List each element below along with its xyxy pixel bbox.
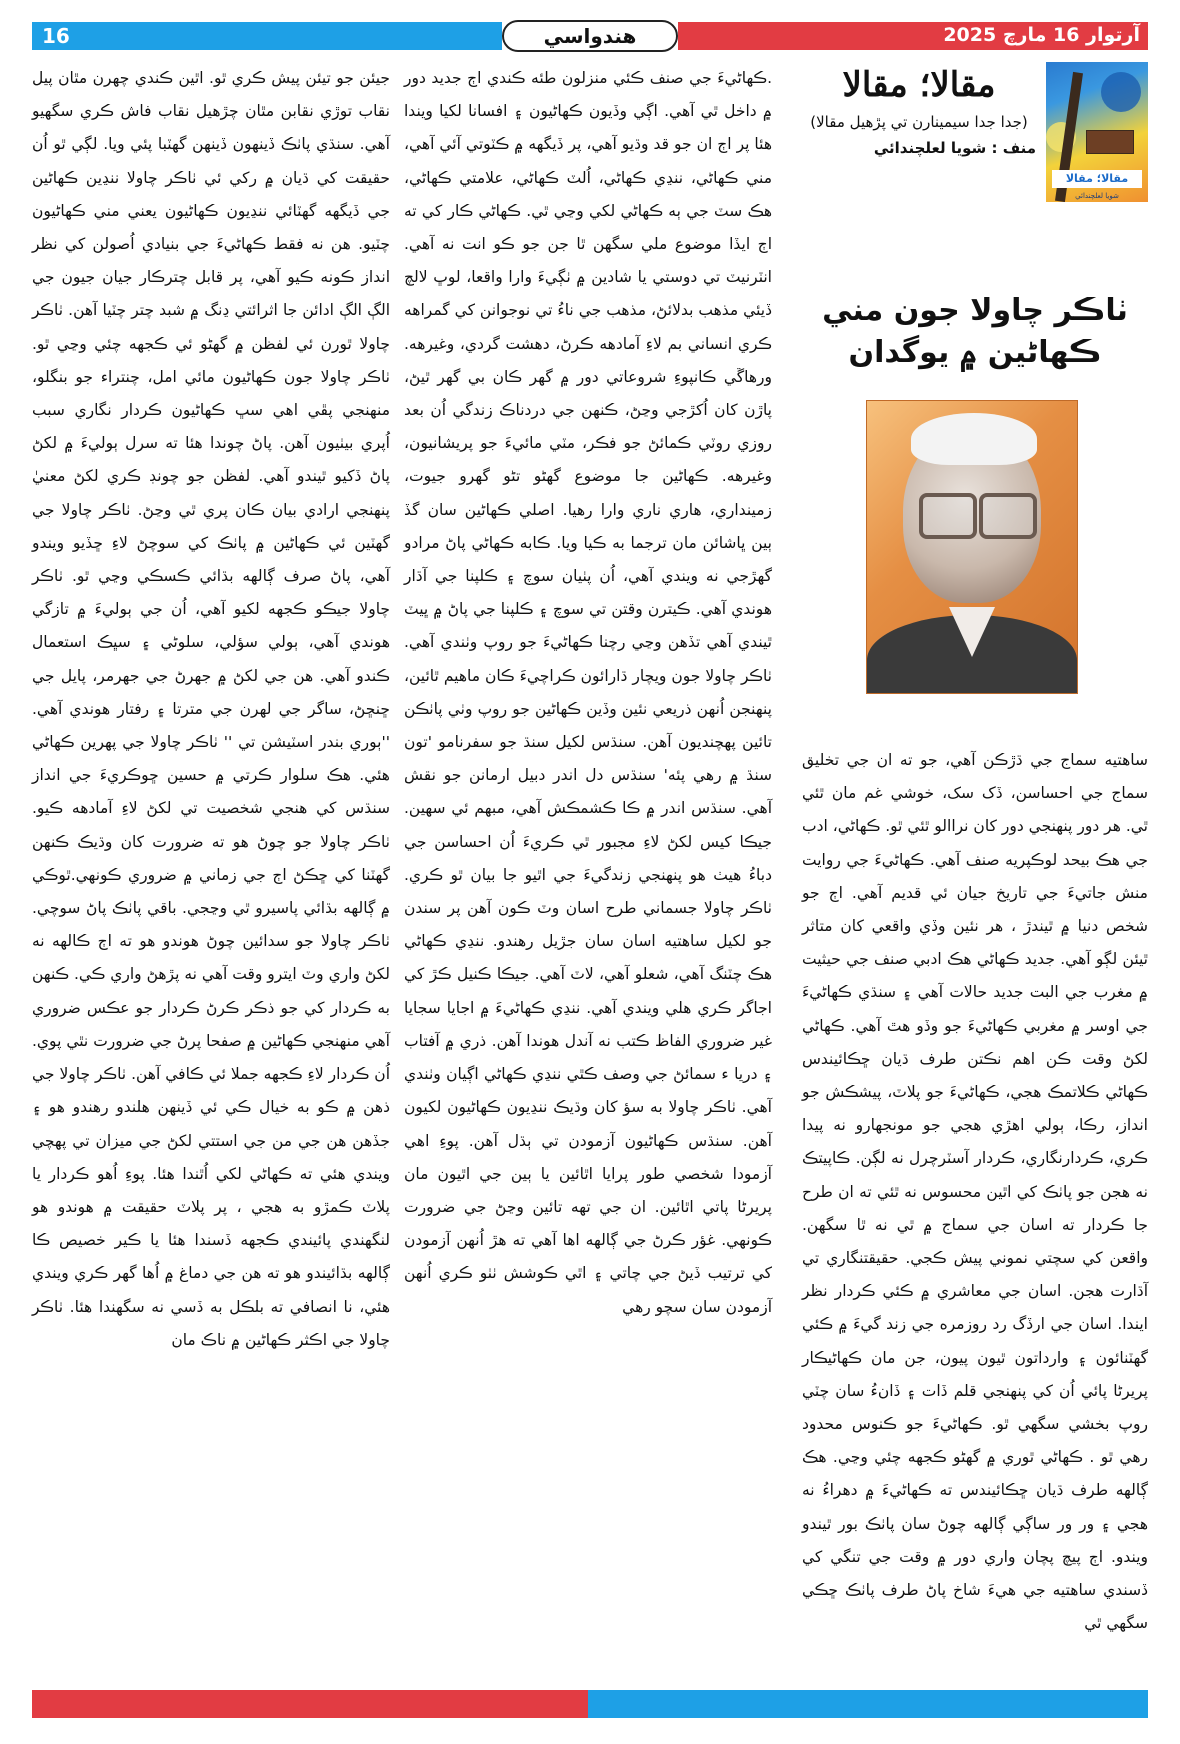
cover-foliage-shape — [1101, 72, 1141, 112]
cover-title: مقالا؛ مقالا — [1052, 170, 1142, 188]
issue-date: آرتوار 16 مارچ 2025 — [943, 24, 1140, 46]
book-cover-image — [1046, 62, 1148, 202]
book-title: مقالا؛ مقالا — [842, 65, 996, 105]
author-portrait-photo — [866, 400, 1078, 694]
page-footer-band — [32, 1690, 1148, 1718]
article-paragraph: جيئن جو تيئن پيش ڪري ٿو. اٿين ڪندي چهرن مٿان پيل نقاب توڙي نقابن مٿان چڙهيل نقاب فاش ڪري سگهيو آهي. سنڌي پاٺڪ ڏينهون ڏينهن گهٽبا پئي ويا. لڳي ٿو اُن حقيقت کي ڌيان ۾ رکي ئي ٺاڪر چاولا ننڍين ڪهاڻين جي ڏيگهه گهٽائي ننڍيون ڪهاڻيون يعني مني ڪهاڻيون چٽيو. هن نه فقط ڪهاڻيءَ جي بنيادي اُصولن کي نظر انداز ڪونه ڪيو آهي، پر قابل چترڪار جيان جيون جي الڳ الڳ ادائن جا اثرائتي ڍنگ ۾ شبد چتر چٽيا آهن. ٺاڪر چاولا ٿورن ئي لفظن ۾ گهڻو ئي ڪجهه چئي وڃي ٿو. ٺاڪر چاولا جون ڪهاڻيون مائي امل، چنتراء جو بنگلو، منهنجي پڦي اهي سڀ ڪهاڻيون ڪردار نگاري سبب اُپري بيٺيون آهن. پاڻ چوندا هئا ته سرل ٻوليءَ ۾ لکڻ پاڻ ڏکيو ٿيندو آهي. لفظن جو چونڊ ڪري لکڻ معنيٰ پنهنجي ارادي بيان ڪان پري ٿي وڃڻ. ٺاڪر چاولا جي گهٽين ئي ڪهاڻين ۾ پاٺڪ کي سوچڻ لاءِ ڇڏيو ويندو آهي، پاڻ صرف ڳالهه بڌائي ڪسڪي وڃي ٿو. ٺاڪر چاولا جيڪو ڪجهه لکيو آهي، اُن جي ٻوليءَ ۾ تازگي هوندي آهي، ٻولي سؤلي، سلوڻي ۽ سڀڪ استعمال ڪندو آهي. هن جي لکڻ ۾ جهرڻ جي جهرمر، پايل جي ڇنڇڻ، ساگر جي لهرن جي مترتا ۽ رفتار هوندي آهي. ''ٻوري بندر اسٽيشن تي '' ٺاڪر چاولا جي پهرين ڪهاڻي هئي. هڪ سلوار ڪرتي ۾ حسين ڇوڪريءَ جي انداز سنڌس کي هنجي شخصيت تي لکڻ لاءِ آمادهه ڪيو. ٺاڪر چاولا جو چوڻ هو ته ضرورت کان وڌيڪ ڪنهن گهٽنا کي ڇڪڻ اڄ جي زماني ۾ ضروري ڪونهي.ٿوڪي ۾ ڳالهه بڌائي پاسيرو ٿي وڃجي. باقي پاٺڪ پاڻ سوچي. ٺاڪر چاولا جو سدائين چوڻ هوندو هو ته اڄ ڪالهه نه لکڻ واري وٽ ايترو وقت آهي نه پڙهڻ واري ڪي. ڪنهن به ڪردار کي جو ذڪر ڪرڻ ڪردار جو عڪس ضروري آهي منهنجي ڪهاڻين ۾ صفحا پرڻ جي ضرورت نٿي پوي. اُن ڪردار لاءِ ڪجهه جملا ئي ڪافي آهن. ٺاڪر چاولا جي ذهن ۾ ڪو به خيال ڪي ئي ڏينهن هلندو رهندو هو ۽ جڏهن هن جي من جي استتي لکڻ جي ميزان تي پهچي ويندي هئي ته ڪهاڻي لکي اُٿندا هئا. پوءِ اُهو ڪردار يا پلاٽ ڪمڙو به هجي ، پر پلاٽ حقيقت ۾ هوندو هو لنگهندي پائيندي ڪجهه ڏسندا هئا يا ڪير خصيص ڪا ڳالهه بڌائيندو هو ته هن جي دماغ ۾ اُها گهر ڪري ويندي هئي، نا انصافي ته بلڪل به ڏسي نه سگهندا هئا. ٺاڪر چاولا جي اڪثر ڪهاڻين ۾ ناڪ مان — [32, 69, 390, 1349]
article-column-left — [32, 62, 390, 1357]
portrait-hair — [911, 413, 1037, 465]
header-blue-band — [32, 22, 502, 50]
header-red-band — [678, 22, 1148, 50]
article-paragraph: .ڪهاڻيءَ جي صنف ڪئي منزلون طئه ڪندي اڄ جديد دور ۾ داخل ٿي آهي. اڳي وڏيون ڪهاڻيون ۽ افسانا لکيا ويندا هئا پر اڄ ان جو قد وڌيو آهي، پر ڏيگهه ۾ ڪٽوتي آئي آهي، مني ڪهاڻي، ننڍي ڪهاڻي، اُلٽ ڪهاڻي، علامتي ڪهاڻي، هڪ سٽ جي ٻه ڪهاڻي لکي وڃي ٿي. ڪهاڻي ڪار کي ته اڄ ايڏا موضوع ملي سگهن ٿا جن جو ڪو انت نه آهي. انٽرنيٽ تي دوستي يا شادين ۾ ٺڳيءَ وارا واقعا، لوڀ لالچ ڏيئي مذهب بدلائڻ، مذهب جي ناءُ تي نوجوانن کي گمراهه ڪري انساني بم لاءِ آمادهه ڪرڻ، دهشت گردي، وغيرهه. ورهاڱي ڪانپوءِ شروعاتي دور ۾ گهر ڪان بي گهر ٿيڻ، پاڙن کان اُکڙجي وڃڻ، ڪنهن جي دردناڪ زندگي اُن بعد روزي روٽي ڪمائڻ جو فڪر، مٽي مائيءَ جو پريشانيون، وغيرهه. ڪهاڻين جا موضوع گهڻو تڻو گهرو جيوت، زمينداري، هاري ناري وارا رهيا. اصلي ڪهاڻين سان گڏ ٻين ڀاشائن مان ترجما به ڪيا ويا. ڪابه ڪهاڻي پاڻ مرادو گهڙجي نه ويندي آهي، اُن پٺيان سوچ ۽ ڪلپنا جي آڌار هوندي آهي. ڪيترن وقتن تي سوچ ۽ ڪلپنا جي پاڻ ۾ ڀيٽ ٿيندي آهي تڏهن وڃي رچنا ڪهاڻيءَ جو روپ وٺندي آهي. ٺاڪر چاولا جون ويچار ڌارائون ڪراچيءَ ڪان ماهيم ٿائين، پنهنجن اُنهن ذريعي نئين وڏين ڪهاڻين جو روپ وٺي پاٺڪن تائين پهچنديون آهن. سنڌس لکيل سنڌ جو سفرنامو 'تون سنڌ ۾ رهي پئه' سنڌس دل اندر دبيل ارمانن جو نقش آهي. سنڌس اندر ۾ ڪا ڪشمڪش آهي، مبهم ئي سهين. جيڪا کيس لکڻ لاءِ مجبور ٿي ڪريءَ اُن احساسن جي دباءُ هيٺ هو پنهنجي زندگيءَ جي اٿيو جا بيان ٿو ڪري. ٺاڪر چاولا جسماني طرح اسان وٽ ڪون آهن پر سندن جو لکيل ساهتيه اسان سان جڙيل رهندو. ننڍي ڪهاڻي هڪ چٽنگ آهي، شعلو آهي، لاٽ آهي. جيڪا ڪنيل ڪڙ کي اجاگر ڪري هلي ويندي آهي. ننڍي ڪهاڻيءَ ۾ اجايا سجايا غير ضروري الفاظ ڪتب نه آندل هوندا آهن. ذري ۾ آفتاب ۽ دريا ء سمائڻ جي وصف ڪٿي ننڍي ڪهاڻي اڳيان وٺندي آهي. ٺاڪر چاولا به سؤ کان وڌيڪ ننڍيون ڪهاڻيون لکيون آهن. سنڌس ڪهاڻيون آزمودن تي ٻڌل آهن. پوءِ اهي آزمودا شخصي طور پرايا اٿائين يا ٻين جي اٿيون مان پريرڻا پاتي اٿائين. ان جي تهه تائين وڃڻ جي ضرورت ڪونهي. غؤر ڪرڻ جي ڳالهه اها آهي ته هڙ اُنهن آزمودن کي ترتيب ڏيڻ جي چاتي ۽ اٿي ڪوشش ٺٺو ڪري اُنهن آزمودن سان سچو رهي — [404, 69, 772, 1316]
portrait-glasses-right — [979, 493, 1037, 539]
page-header — [32, 22, 1148, 50]
book-author: منف : شويا لعلچندائي — [873, 139, 1036, 157]
footer-blue-band — [588, 1690, 1148, 1718]
article-column-right — [802, 744, 1148, 1640]
cover-author: شويا لعلچندائي — [1075, 192, 1119, 200]
footer-red-band — [32, 1690, 588, 1718]
masthead-logo: هندواسي — [502, 20, 678, 52]
article-column-middle — [404, 62, 772, 1324]
article-headline: ٺاڪر چاولا جون مني ڪهاڻين ۾ يوگدان — [822, 293, 1128, 370]
page-number: 16 — [42, 24, 70, 48]
article-paragraph: ساهتيه سماج جي ڌڙڪن آهي، جو ته ان جي تخليق سماج جي احساسن، ڏک سک، خوشي غم مان ٿئي ٿي. هر دور پنهنجي دور کان نراالو ٿئي ٿو. ڪهاڻي، ادب جي هڪ بيحد لوڪپريه صنف آهي. ڪهاڻيءَ جي روايت منش جاتيءَ جي تاريخ جيان ئي قديم آهي. اڄ جو شخص دنيا ۾ ٿيندڙ ، هر نئين وڏي واقعي کان متاثر ٿيئن لڳو آهي. جديد ڪهاڻي هڪ ادبي صنف جي حيثيت ۾ مغرب جي البت جديد حالات آهي ۽ سنڌي ڪهاڻيءَ جي اوسر ۾ مغربي ڪهاڻيءَ جو وڏو هٿ آهي. ڪهاڻي لکڻ وقت ڪن اهم نڪتن طرف ڌيان ڇڪائيندس ڪهاڻي ڪلاتمڪ هجي، ڪهاڻيءَ جو پلاٽ، پيشڪش جو انداز، رڪا، ٻولي اهڙي هجي جو مونجهارو نه پيدا ڪري، ڪردارنگاري، ڪردار آسٽرچرل نه لڳن. ڪاپيتڪ نه هجن جو پاٺڪ کي اٿين محسوس نه ٿئي ته ان طرح جا ڪردار ته اسان جي سماج ۾ ٿي نه ٿا سگهن. واقعن کي سچتي نموني پيش ڪجي. حقيقتنگاري تي آڌارت هجن. اسان جي معاشري ۾ ڪئي ڪردار نظر ايندا. اسان جي ارڏگ رد روزمره جي زند گيءَ ۾ ڪئي گهٽنائون ۽ وارداتون ٿيون پيون، جن مان ڪهاڻيڪار پريرڻا پائي اُن کي پنهنجي قلم ڏات ۽ ڏانءُ سان چٽي روپ بخشي سگهي ٿو. ڪهاڻيءَ جو ڪنوس محدود رهي ٿو . ڪهاڻي ٿوري ۾ گهڻو ڪجهه چئي وڃي. هڪ ڳالهه طرف ڌيان ڇڪائيندس ته ڪهاڻيءَ ۾ دهراءُ نه هجي ۽ ور ور ساڳي ڳالهه چوڻ سان پاٺڪ بور ٿيندو ويندو. اڄ پيچ پچان واري دور ۾ وقت جي تنگي کي ڏسندي ساهتيه جي هيءَ شاخ پاڻ طرف پاٺڪ ڇڪي سگهي ٿي — [802, 751, 1148, 1633]
book-subtitle: (جدا جدا سيمينارن تي پڙهيل مقالا) — [810, 113, 1028, 131]
portrait-glasses-left — [919, 493, 977, 539]
book-info — [802, 62, 1036, 160]
cover-bench — [1086, 130, 1134, 154]
